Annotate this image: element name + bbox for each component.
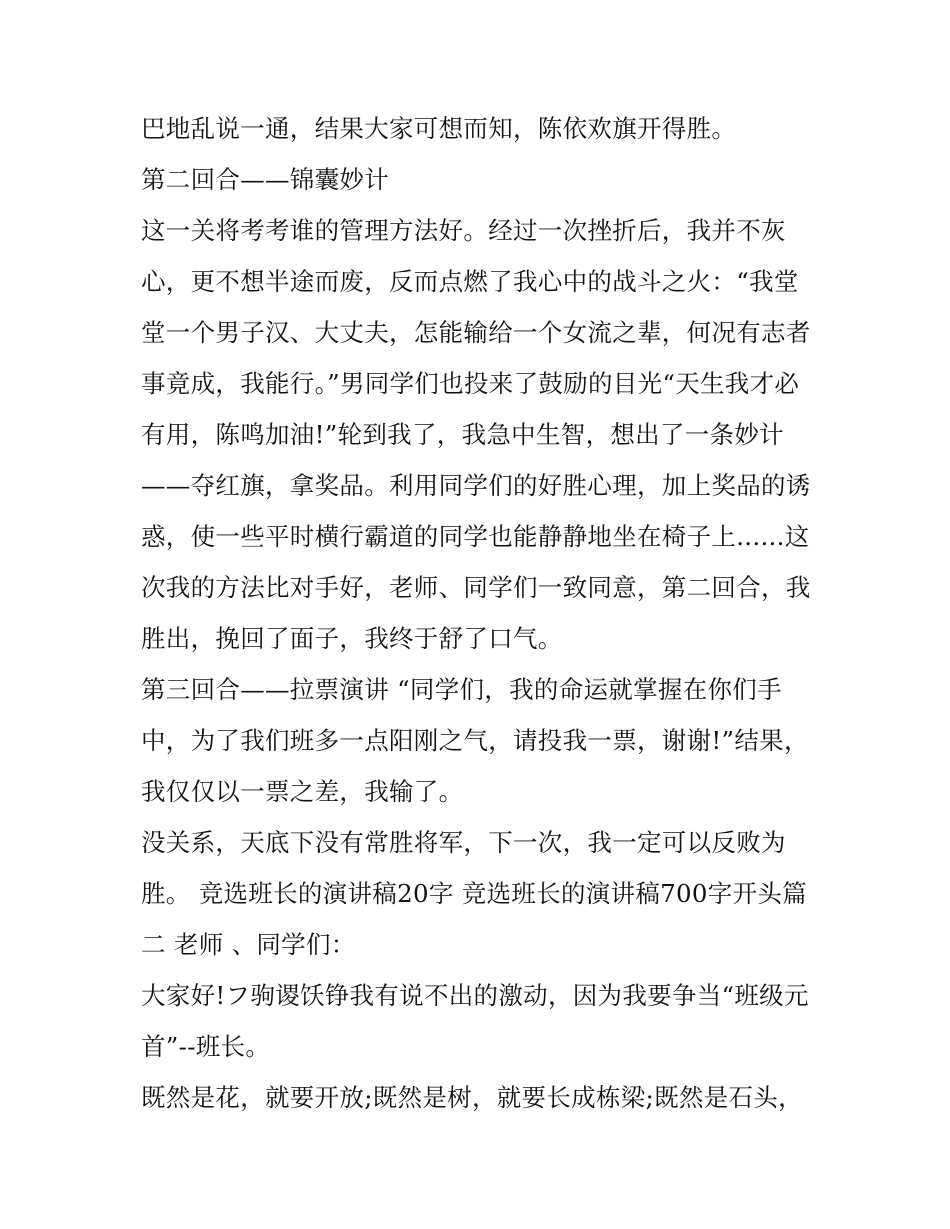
text-line: 胜。 竞选班长的演讲稿20字 竞选班长的演讲稿700字开头篇 bbox=[141, 879, 808, 908]
text-line: 心，更不想半途而废，反而点燃了我心中的战斗之火：“我堂 bbox=[141, 267, 799, 296]
body-text bbox=[141, 108, 821, 1128]
text-line: 堂一个男子汉、大丈夫，怎能输给一个女流之辈，何况有志者 bbox=[141, 318, 811, 347]
text-line: 巴地乱说一通，结果大家可想而知，陈依欢旗开得胜。 bbox=[141, 114, 737, 143]
text-line: 惑，使一些平时横行霸道的同学也能静静地坐在椅子上......这 bbox=[141, 522, 810, 551]
section-heading: 第二回合——锦囊妙计 bbox=[141, 165, 389, 194]
text-line: 有用，陈鸣加油!”轮到我了，我急中生智，想出了一条妙计 bbox=[141, 420, 784, 449]
text-line: 既然是花，就要开放;既然是树，就要长成栋梁;既然是石头， bbox=[141, 1083, 803, 1112]
text-line: 胜出，挽回了面子，我终于舒了口气。 bbox=[141, 624, 563, 653]
text-line: 事竟成，我能行。”男同学们也投来了鼓励的目光“天生我才必 bbox=[141, 369, 800, 398]
text-line: 没关系，天底下没有常胜将军，下一次，我一定可以反败为 bbox=[141, 828, 786, 857]
text-line: 大家好!フ驹谡饫铮我有说不出的激动，因为我要争当“班级元 bbox=[141, 981, 809, 1010]
text-line: 次我的方法比对手好，老师、同学们一致同意，第二回合，我 bbox=[141, 573, 811, 602]
text-line: 中，为了我们班多一点阳刚之气，请投我一票，谢谢!”结果， bbox=[141, 726, 809, 755]
text-line: ——夺红旗，拿奖品。利用同学们的好胜心理，加上奖品的诱 bbox=[141, 471, 811, 500]
text-line: 这一关将考考谁的管理方法好。经过一次挫折后，我并不灰 bbox=[141, 216, 786, 245]
text-line: 我仅仅以一票之差，我输了。 bbox=[141, 777, 464, 806]
section-heading: 第三回合——拉票演讲 “同学们，我的命运就掌握在你们手 bbox=[141, 675, 782, 704]
text-line: 首”--班长。 bbox=[141, 1032, 271, 1061]
text-line: 二 老师 、同学们： bbox=[141, 930, 356, 959]
